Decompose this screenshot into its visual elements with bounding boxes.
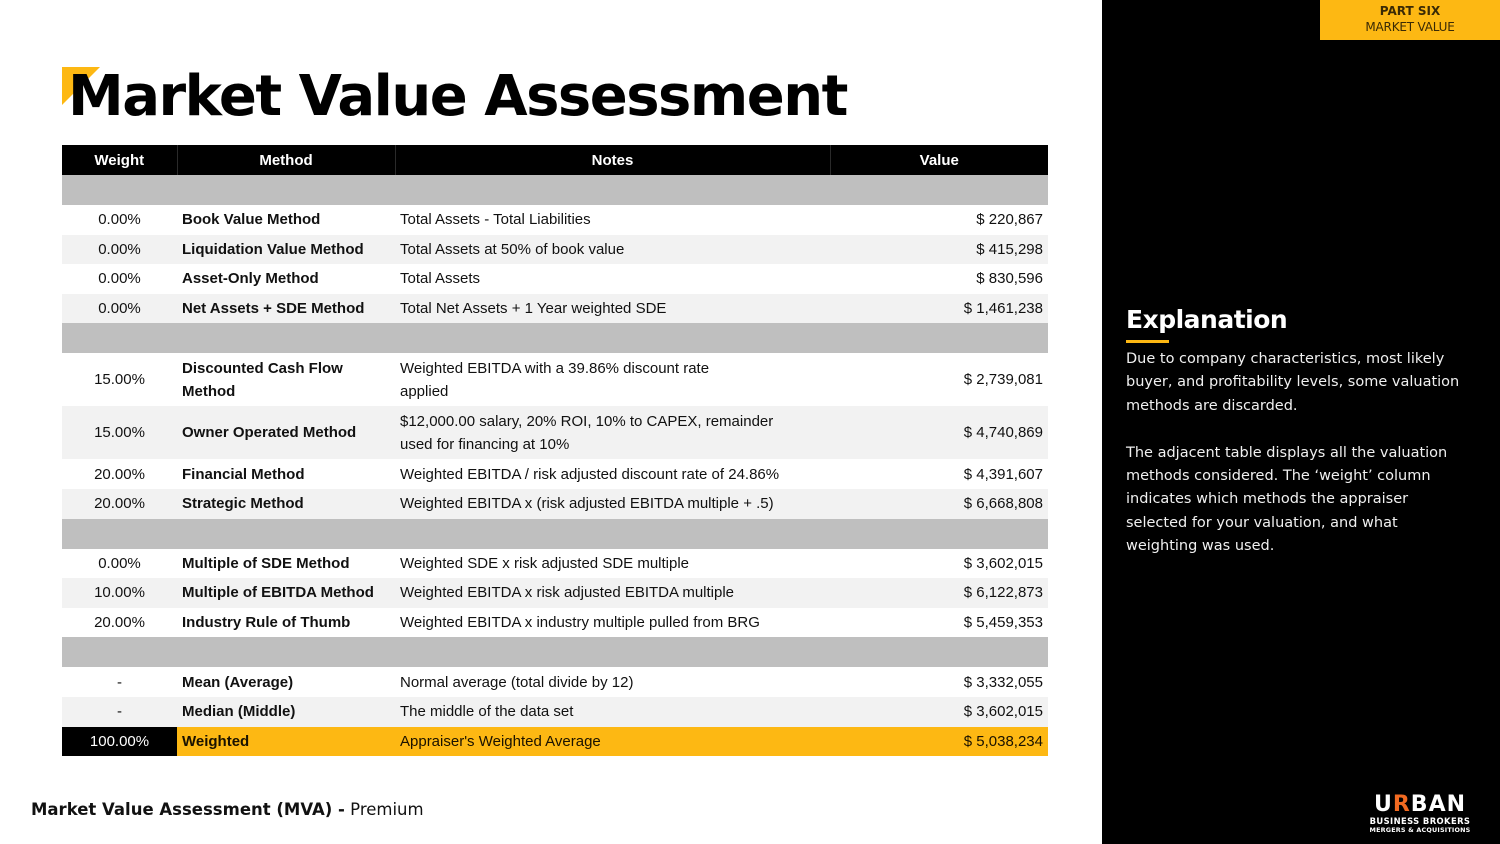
explanation-paragraph: The adjacent table displays all the valuation methods considered. The ‘weight’ column indicates which methods the appraiser selected for your valuation, and what weighting was used. [1126,444,1448,555]
method-cell: Liquidation Value Method [177,235,395,265]
method-cell: Industry Rule of Thumb [177,608,395,638]
notes-cell: Total Net Assets + 1 Year weighted SDE [395,294,830,324]
method-cell [177,353,395,406]
column-header-notes: Notes [395,145,830,175]
method-cell: Asset-Only Method [177,264,395,294]
weighted-total-row [62,727,1048,757]
value-cell: $ 5,459,353 [830,608,1048,638]
weight-cell: 0.00% [62,549,177,579]
notes-cell [395,353,830,406]
logo-letter: U [1373,792,1393,817]
notes-cell: Total Assets [395,264,830,294]
table-row [62,459,1048,489]
value-cell: $ 3,332,055 [830,667,1048,697]
valuation-table [62,145,1048,756]
value-cell: $ 830,596 [830,264,1048,294]
explanation-text [1126,348,1466,559]
notes-cell [395,406,830,459]
method-cell: Multiple of SDE Method [177,549,395,579]
value-cell: $ 415,298 [830,235,1048,265]
weight-cell: 0.00% [62,235,177,265]
weight-cell: 20.00% [62,489,177,519]
notes-cell: Weighted EBITDA x industry multiple pulled from BRG [395,608,830,638]
method-cell: Book Value Method [177,205,395,235]
logo-letters: BAN [1410,792,1467,817]
notes-cell: Weighted EBITDA / risk adjusted discount rate of 24.86% [395,459,830,489]
explanation-paragraph: Due to company characteristics, most likely buyer, and profitability levels, some valuation methods are discarded. [1126,351,1460,414]
footer-caption-bold: Market Value Assessment (MVA) - [31,800,345,819]
notes-line: Weighted EBITDA with a 39.86% discount rate [400,359,710,377]
method-cell: Weighted [177,727,395,757]
table-row [62,667,1048,697]
logo-tagline: MERGERS & ACQUISITIONS [1369,826,1471,834]
logo-subtitle: BUSINESS BROKERS [1369,816,1471,826]
section-tab [1320,0,1500,40]
method-cell: Multiple of EBITDA Method [177,578,395,608]
value-cell: $ 6,668,808 [830,489,1048,519]
notes-cell: Weighted SDE x risk adjusted SDE multiple [395,549,830,579]
table-row [62,205,1048,235]
method-line: Method [182,382,236,400]
method-cell: Strategic Method [177,489,395,519]
value-cell: $ 4,740,869 [830,406,1048,459]
weight-cell: 15.00% [62,353,177,406]
method-cell: Net Assets + SDE Method [177,294,395,324]
notes-cell: Normal average (total divide by 12) [395,667,830,697]
weight-cell: 10.00% [62,578,177,608]
method-cell: Median (Middle) [177,697,395,727]
title-underline [1126,340,1169,343]
footer-caption [31,800,424,819]
value-cell: $ 4,391,607 [830,459,1048,489]
weight-cell: - [62,697,177,727]
value-cell: $ 1,461,238 [830,294,1048,324]
table-header-row [62,145,1048,175]
method-line: Discounted Cash Flow [182,359,343,377]
notes-cell: Appraiser's Weighted Average [395,727,830,757]
table-row [62,697,1048,727]
notes-cell: Weighted EBITDA x (risk adjusted EBITDA multiple + .5) [395,489,830,519]
column-header-weight: Weight [62,145,177,175]
notes-line: applied [400,382,449,400]
table-row [62,406,1048,459]
weight-cell: 20.00% [62,608,177,638]
weight-cell: 0.00% [62,264,177,294]
value-cell: $ 220,867 [830,205,1048,235]
footer-caption-light: Premium [350,800,424,819]
page-title: Market Value Assessment [68,64,847,129]
value-cell: $ 3,602,015 [830,549,1048,579]
logo-wordmark [1364,794,1476,816]
method-cell: Financial Method [177,459,395,489]
value-cell: $ 3,602,015 [830,697,1048,727]
notes-cell: Total Assets at 50% of book value [395,235,830,265]
column-header-method: Method [177,145,395,175]
explanation-panel [1102,0,1500,844]
urban-business-brokers-logo [1364,794,1476,835]
value-cell: $ 2,739,081 [830,353,1048,406]
table-row [62,235,1048,265]
notes-line: used for financing at 10% [400,435,570,453]
value-cell: $ 6,122,873 [830,578,1048,608]
weight-cell: 0.00% [62,294,177,324]
table-row [62,549,1048,579]
table-row [62,489,1048,519]
section-tab-part: PART SIX [1379,4,1441,18]
notes-line: $12,000.00 salary, 20% ROI, 10% to CAPEX, remainder [400,412,774,430]
logo-letter-accent: R [1392,792,1411,817]
method-cell: Mean (Average) [177,667,395,697]
weight-cell: 15.00% [62,406,177,459]
column-header-value: Value [830,145,1048,175]
weight-cell: - [62,667,177,697]
weight-cell: 100.00% [62,727,177,757]
explanation-title: Explanation [1126,305,1288,334]
table-row [62,608,1048,638]
group-separator-row [62,519,1048,549]
group-separator-row [62,637,1048,667]
method-cell: Owner Operated Method [177,406,395,459]
section-tab-name: MARKET VALUE [1365,20,1455,34]
value-cell: $ 5,038,234 [830,727,1048,757]
group-separator-row [62,175,1048,205]
weight-cell: 0.00% [62,205,177,235]
notes-cell: Total Assets - Total Liabilities [395,205,830,235]
group-separator-row [62,323,1048,353]
table-row [62,264,1048,294]
table-row [62,578,1048,608]
weight-cell: 20.00% [62,459,177,489]
table-row [62,294,1048,324]
table-row [62,353,1048,406]
notes-cell: The middle of the data set [395,697,830,727]
notes-cell: Weighted EBITDA x risk adjusted EBITDA multiple [395,578,830,608]
